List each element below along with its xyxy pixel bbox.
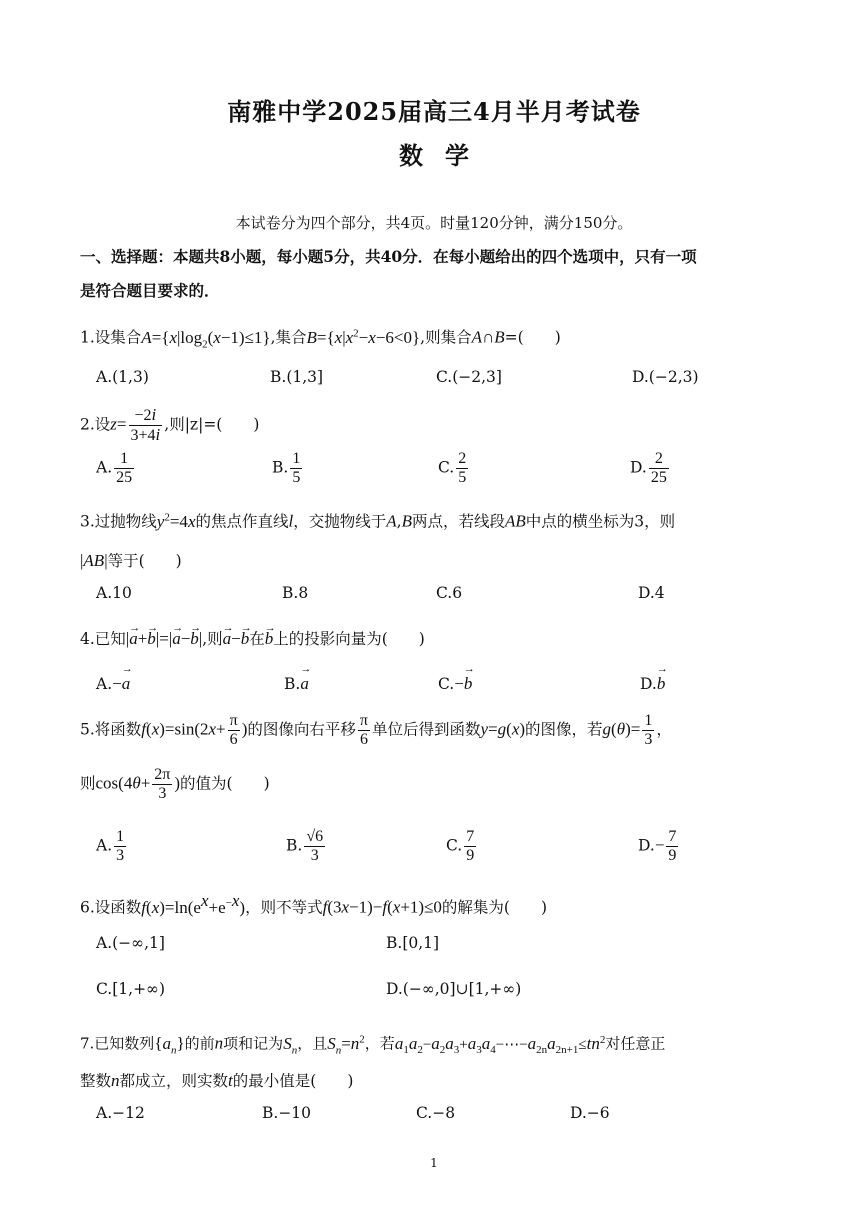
q1-option-a: A.(1,3) bbox=[96, 368, 149, 386]
question-3: 3.过抛物线$y^2=4x$的焦点作直线l，交抛物线于A,B两点，若线段AB中点的横坐标为3，则 bbox=[80, 511, 676, 531]
q4-option-c: C.−→ b bbox=[438, 674, 472, 694]
q7-option-c: C.−8 bbox=[416, 1104, 456, 1122]
q2-option-c: C. $\frac{2}{5}$ bbox=[438, 450, 467, 486]
question-3-line2: |AB|等于( ) bbox=[80, 551, 182, 570]
exam-subject: 数学 bbox=[399, 141, 491, 170]
question-2: 2.设z= $\frac{-2i}{3+4i}$ ,则|z|=( ) bbox=[80, 405, 260, 444]
section-heading bbox=[80, 240, 790, 308]
question-4: 4.已知|→ a+→ b|=|→ a−→ b|,则→ a−→ b在→ b上的投影向量为( ) bbox=[80, 624, 792, 654]
q7-option-b: B.−10 bbox=[262, 1104, 312, 1122]
q5-option-a: A. $\frac{1}{3}$ bbox=[96, 828, 125, 864]
question-5-line2: 则cos(4θ+ $\frac{2\pi}{3}$ )的值为( ) bbox=[80, 766, 270, 802]
q3-option-a: A.10 bbox=[96, 584, 132, 602]
q6-option-b: B.[0,1] bbox=[386, 934, 440, 952]
q6-option-a: A.(−∞,1] bbox=[96, 934, 165, 952]
q5-option-b: B. $\frac{√6}{3}$ bbox=[286, 828, 324, 864]
page-number: 1 bbox=[430, 1156, 438, 1170]
q6-option-d: D.(−∞,0]∪[1,+∞) bbox=[386, 980, 522, 998]
q4-option-a: A.−→ a bbox=[96, 674, 130, 694]
q3-option-c: C.6 bbox=[436, 584, 463, 602]
section-heading-line2: 是符合题目要求的． bbox=[80, 281, 220, 300]
q4-option-b: B.→ a bbox=[284, 674, 309, 694]
exam-info: 本试卷分为四个部分，共4页。时量120分钟，满分150分。 bbox=[235, 214, 633, 232]
q1-option-c: C.(−2,3] bbox=[436, 368, 502, 386]
q7-option-d: D.−6 bbox=[570, 1104, 610, 1122]
q5-option-d: D.− $\frac{7}{9}$ bbox=[638, 828, 677, 864]
question-1: 1.设集合$A=\{x|\log_2(x-1)\le 1\}$,集合$B=\{x|x^2-x-6<0\}$,则集合A∩B=( ) bbox=[80, 327, 561, 351]
q2-option-b: B. $\frac{1}{5}$ bbox=[272, 450, 301, 486]
q7-option-a: A.−12 bbox=[96, 1104, 145, 1122]
question-7: 7.已知数列$\{a_n\}$的前n项和记为$S_n$，且$S_n=n^2$，若$a_1a_2-a_2a_3+a_3a_4-\cdots-a_{2n}a_{2n+1}\le tn^2$对任意正 bbox=[80, 1033, 666, 1057]
question-7-line2: 整数n都成立，则实数t的最小值是( ) bbox=[80, 1071, 354, 1090]
question-5: 5.将函数f(x)=sin(2x+ $\frac{\pi}{6}$ )的图像向右平移 $\frac{\pi}{6}$ 单位后得到函数y=g(x)的图像，若g(θ)= $\frac{1}{3}$ ， bbox=[80, 712, 672, 748]
section-heading-line1: 一、选择题：本题共8小题，每小题5分，共40分．在每小题给出的四个选项中，只有一项 bbox=[80, 247, 697, 266]
q3-option-b: B.8 bbox=[282, 584, 309, 602]
exam-title: 南雅中学2025届高三4月半月考试卷 bbox=[227, 97, 641, 126]
q2-option-a: A. $\frac{1}{25}$ bbox=[96, 450, 133, 486]
q6-option-c: C.[1,+∞) bbox=[96, 980, 166, 998]
q4-option-d: D.→ b bbox=[640, 674, 665, 694]
q1-option-b: B.(1,3] bbox=[270, 368, 324, 386]
q1-option-d: D.(−2,3) bbox=[632, 368, 699, 386]
question-6: 6.设函数$f(x)=\ln(e^x+e^{-x})$，则不等式f(3x−1)−f(x+1)≤0的解集为( ) bbox=[80, 891, 548, 917]
q2-option-d: D. $\frac{2}{25}$ bbox=[630, 450, 667, 486]
q5-option-c: C. $\frac{7}{9}$ bbox=[446, 828, 475, 864]
q3-option-d: D.4 bbox=[638, 584, 665, 602]
